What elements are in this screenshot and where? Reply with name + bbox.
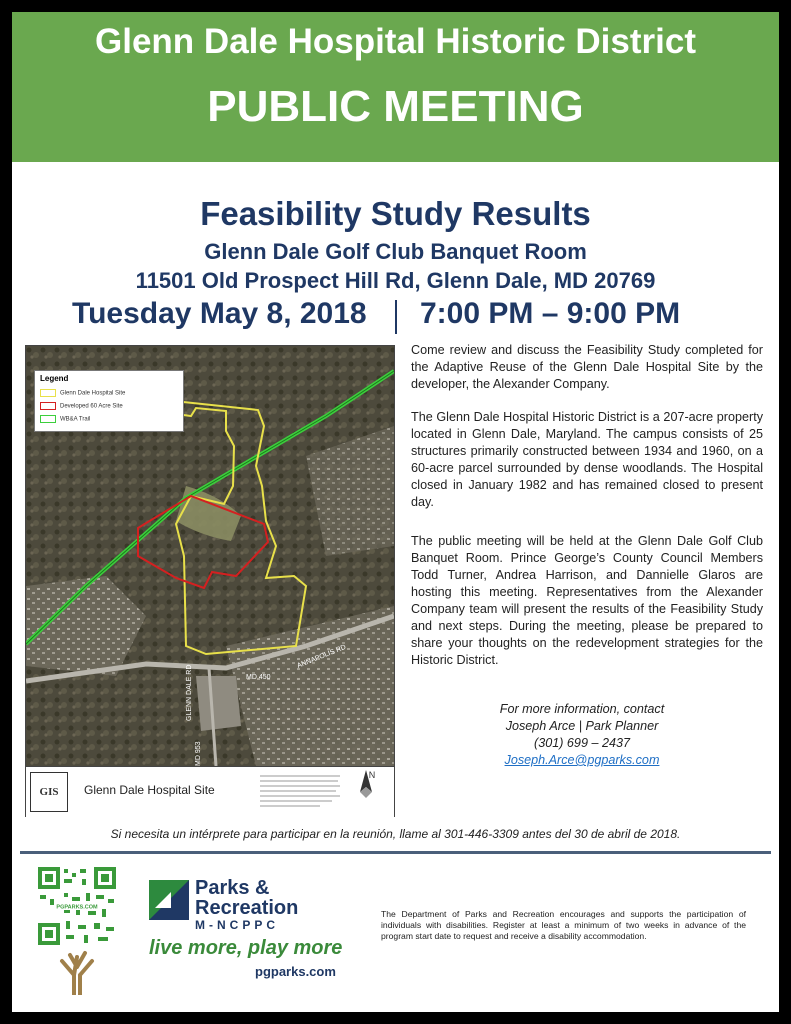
banner-title: Glenn Dale Hospital Historic District bbox=[95, 22, 696, 61]
map-legend bbox=[34, 370, 184, 432]
parks-logo-icon bbox=[149, 878, 191, 934]
road-label-md953: MD 953 bbox=[195, 741, 202, 766]
logo-org: M-NCPPC bbox=[195, 918, 279, 932]
footer-divider bbox=[20, 851, 771, 854]
road-label-glenn-dale: GLENN DALE RD bbox=[186, 664, 193, 721]
road-label-annapolis: ANNAPOLIS RD bbox=[296, 643, 348, 670]
fine-print-lines bbox=[260, 773, 342, 809]
contact-email-link[interactable]: Joseph.Arce@pgparks.com bbox=[504, 753, 660, 767]
website-link[interactable]: pgparks.com bbox=[255, 964, 336, 979]
trail-swatch-icon bbox=[40, 415, 56, 423]
logo-wordmark: Parks & Recreation bbox=[195, 877, 299, 919]
slogan: live more, play more bbox=[149, 937, 343, 959]
paragraph-meeting: The public meeting will be held at the Glenn Dale Golf Club Banquet Room. Prince George’s County Council Members Todd Turner, Andrea Harrison, and Dannielle Glaros are hosting this meeting. Representatives from the Alexander Company team will present the results of the Feasibility Study and next steps. During the meeting, please be prepared to share your thoughts on the redevelopment strategies for the Historic District. bbox=[411, 534, 763, 667]
map-footer-title: Glenn Dale Hospital Site bbox=[84, 783, 215, 797]
legend-item: Glenn Dale Hospital Site bbox=[40, 389, 125, 397]
legend-title: Legend bbox=[40, 374, 69, 383]
qr-code-icon bbox=[36, 865, 118, 947]
map-footer bbox=[26, 766, 394, 817]
contact-block bbox=[452, 701, 712, 769]
paragraph-history: The Glenn Dale Hospital Historic District is a 207-acre property located in Glenn Dale, Maryland. The campus consists of 25 structures primarily constructed between 1934 and 1960, on a 60-acre parcel surrounded by dense woodlands. The Hospital closed in January 1982 and has remained closed to present day. bbox=[411, 410, 763, 509]
road-label-md450: MD 450 bbox=[246, 674, 271, 681]
contact-intro: For more information, contact bbox=[499, 702, 665, 716]
qr-label: PGPARKS.COM bbox=[56, 904, 98, 911]
header-banner bbox=[12, 12, 779, 162]
site-swatch-icon bbox=[40, 389, 56, 397]
event-date: Tuesday May 8, 2018 bbox=[72, 297, 367, 330]
contact-name: Joseph Arce | Park Planner bbox=[505, 719, 659, 733]
north-arrow bbox=[356, 770, 388, 812]
gis-logo: GIS bbox=[30, 772, 68, 812]
north-arrow-icon bbox=[356, 770, 376, 798]
event-time: 7:00 PM – 9:00 PM bbox=[420, 297, 681, 330]
north-label: N bbox=[368, 770, 376, 780]
event-heading: Feasibility Study Results bbox=[200, 195, 591, 232]
ada-notice: The Department of Parks and Recreation encourages and supports the participation of individuals with disabilities. Register at least a minimum of two weeks in advance of the program start date to request and receive a disability accommodation. bbox=[381, 909, 746, 941]
paragraph-intro: Come review and discuss the Feasibility Study completed for the Adaptive Reuse of the Glenn Dale Hospital Site by the developer, the Alexander Company. bbox=[411, 343, 763, 391]
developed-swatch-icon bbox=[40, 402, 56, 410]
flyer-page bbox=[12, 12, 779, 1012]
tree-icon bbox=[52, 947, 102, 995]
site-map bbox=[25, 345, 395, 817]
banner-subtitle: PUBLIC MEETING bbox=[207, 82, 584, 131]
interpreter-note: Si necesita un intérprete para participar en la reunión, llame al 301-446-3309 antes del 30 de abril de 2018. bbox=[110, 827, 681, 841]
date-time-divider bbox=[395, 300, 397, 334]
event-address: 11501 Old Prospect Hill Rd, Glenn Dale, MD 20769 bbox=[135, 268, 656, 293]
legend-item: Developed 60 Acre Site bbox=[40, 402, 123, 410]
legend-item: WB&A Trail bbox=[40, 415, 90, 423]
contact-phone: (301) 699 – 2437 bbox=[534, 736, 630, 750]
event-venue: Glenn Dale Golf Club Banquet Room bbox=[204, 239, 587, 264]
